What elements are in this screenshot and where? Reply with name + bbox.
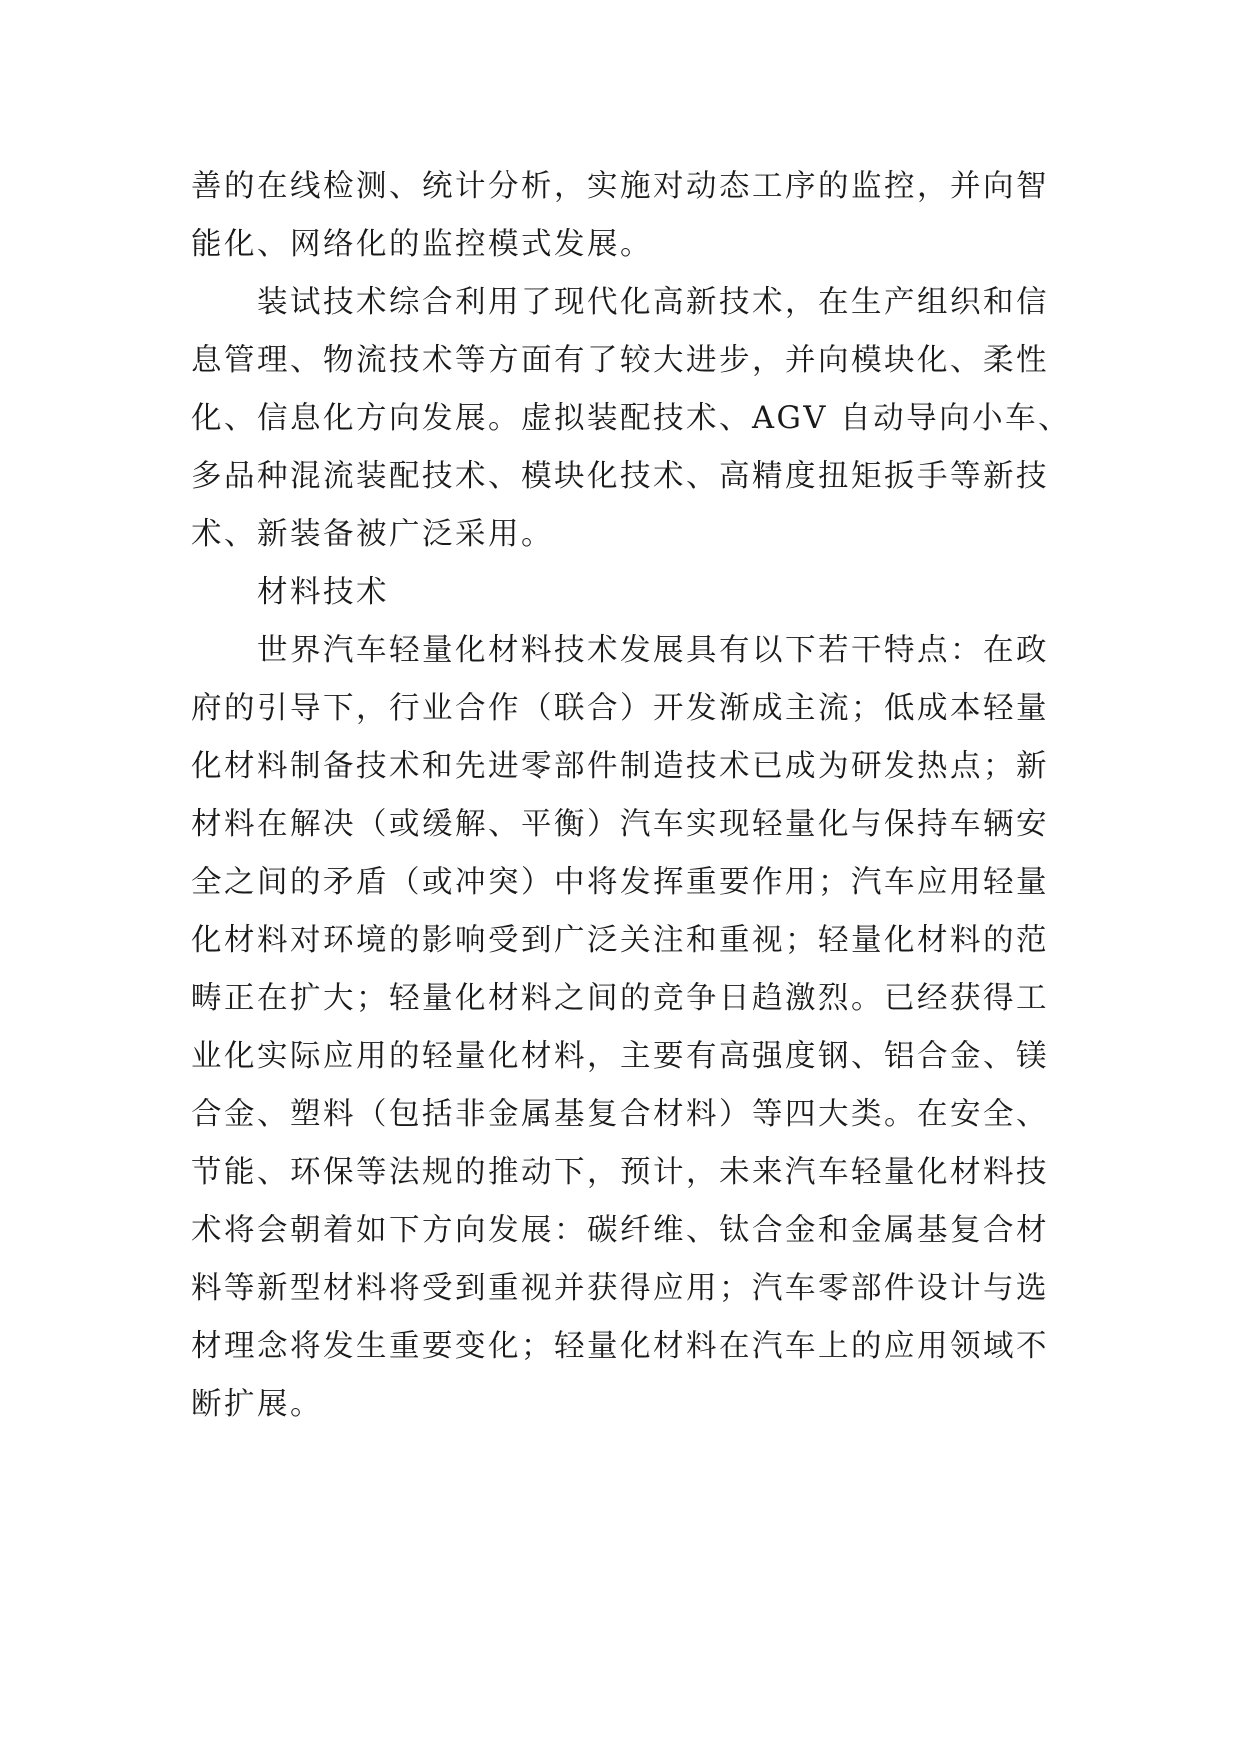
text-line: 断扩展。: [191, 1387, 323, 1422]
text-line: 多品种混流装配技术、模块化技术、高精度扭矩扳手等新技: [191, 459, 1049, 494]
text-line: 材料在解决（或缓解、平衡）汽车实现轻量化与保持车辆安: [191, 807, 1049, 842]
text-line: 合金、塑料（包括非金属基复合材料）等四大类。在安全、: [191, 1097, 1049, 1132]
text-line: 善的在线检测、统计分析，实施对动态工序的监控，并向智: [191, 169, 1049, 204]
text-line: 术、新装备被广泛采用。: [191, 517, 554, 552]
text-line: 节能、环保等法规的推动下，预计，未来汽车轻量化材料技: [191, 1155, 1049, 1190]
text-line: 畴正在扩大；轻量化材料之间的竞争日趋激烈。已经获得工: [191, 981, 1049, 1016]
text-line: 化材料对环境的影响受到广泛关注和重视；轻量化材料的范: [191, 923, 1049, 958]
text-line: 能化、网络化的监控模式发展。: [191, 227, 653, 262]
text-line: 料等新型材料将受到重视并获得应用；汽车零部件设计与选: [191, 1271, 1049, 1306]
text-line: 材理念将发生重要变化；轻量化材料在汽车上的应用领域不: [191, 1329, 1049, 1364]
text-line: 术将会朝着如下方向发展：碳纤维、钛合金和金属基复合材: [191, 1213, 1049, 1248]
paragraph-start-line: 装试技术综合利用了现代化高新技术，在生产组织和信: [257, 285, 1049, 320]
body-text: [191, 158, 1091, 1434]
text-line: 全之间的矛盾（或冲突）中将发挥重要作用；汽车应用轻量: [191, 865, 1049, 900]
text-line: 息管理、物流技术等方面有了较大进步，并向模块化、柔性: [191, 343, 1049, 378]
section-heading: 材料技术: [257, 575, 389, 610]
text-line: 业化实际应用的轻量化材料，主要有高强度钢、铝合金、镁: [191, 1039, 1049, 1074]
paragraph-start-line: 世界汽车轻量化材料技术发展具有以下若干特点：在政: [257, 633, 1049, 668]
text-line: 府的引导下，行业合作（联合）开发渐成主流；低成本轻量: [191, 691, 1049, 726]
text-line: 化、信息化方向发展。虚拟装配技术、AGV 自动导向小车、: [191, 401, 1072, 436]
text-line: 化材料制备技术和先进零部件制造技术已成为研发热点；新: [191, 749, 1049, 784]
